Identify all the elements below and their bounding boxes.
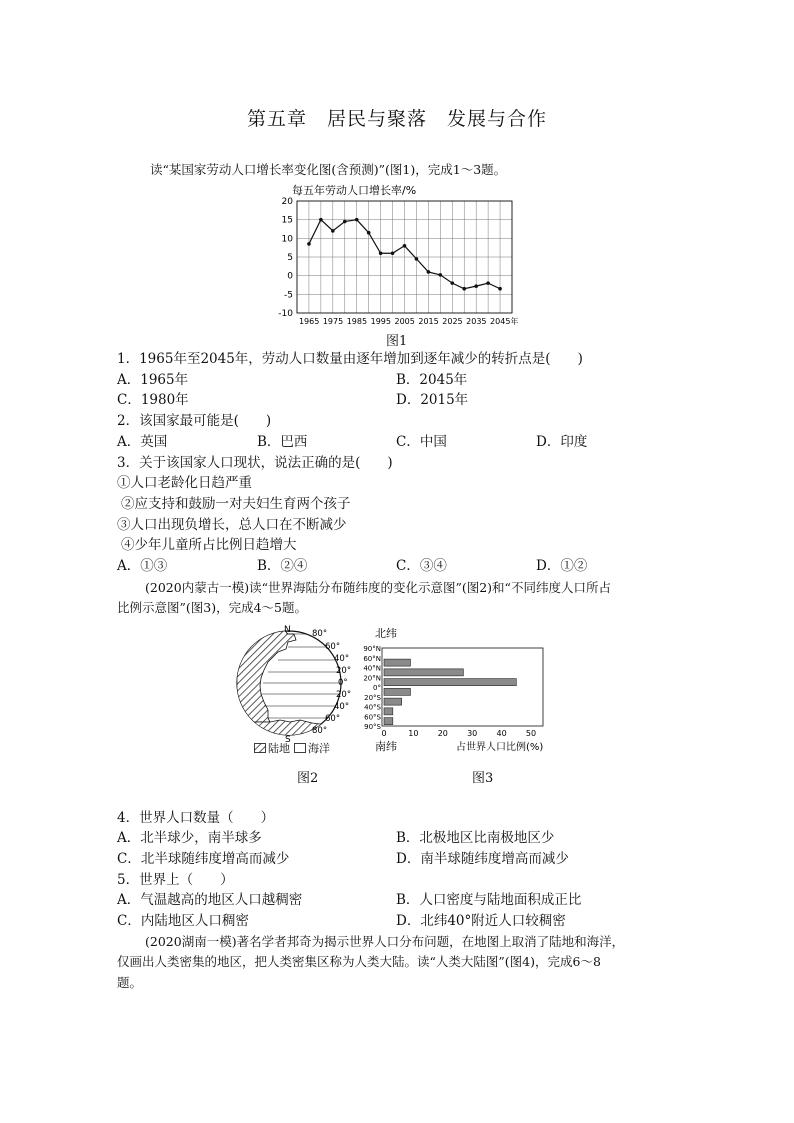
- q4-stem: 4．世界人口数量（ ）: [117, 810, 275, 826]
- fig3-bar: [384, 688, 410, 695]
- section3-line1: (2020湖南一模)著名学者邦奇为揭示世界人口分布问题，在地图上取消了陆地和海洋，: [145, 934, 625, 949]
- q4-option-a: A．北半球少，南半球多: [117, 830, 262, 846]
- fig1-y-tick-label: 10: [281, 234, 293, 245]
- land-legend-label: 陆地: [268, 742, 290, 755]
- svg-text:80°: 80°: [312, 726, 328, 736]
- fig1-data-point: [462, 287, 466, 291]
- fig2-legend: [254, 740, 330, 756]
- fig1-y-ticks: [278, 197, 293, 319]
- svg-text:80°: 80°: [312, 629, 328, 639]
- fig3-x-tick-label: 20: [437, 729, 448, 738]
- fig1-x-ticks: [299, 316, 518, 326]
- svg-text:60°: 60°: [325, 642, 341, 652]
- q4-option-d: D．南半球随纬度增高而减少: [396, 851, 569, 867]
- fig3-bars: [384, 659, 516, 725]
- q5-option-d: D．北纬40°附近人口较稠密: [396, 913, 566, 929]
- svg-text:40°: 40°: [334, 654, 350, 664]
- fig3-bottom-label: 南纬: [375, 740, 397, 753]
- fig1-x-tick-label: 2015: [418, 317, 439, 326]
- fig3-top-label: 北纬: [375, 627, 397, 640]
- fig3-x-tick-label: 40: [496, 729, 507, 738]
- q5-option-b: B．人口密度与陆地面积成正比: [396, 892, 582, 908]
- fig1-data-point: [319, 218, 323, 222]
- q2-option-a: A．英国: [117, 434, 168, 450]
- fig3-bar: [384, 708, 393, 715]
- fig1-y-tick-label: 20: [281, 197, 293, 207]
- fig1-x-tick-label: 1975: [322, 317, 344, 326]
- fig1-data-point: [331, 229, 335, 233]
- fig1-caption: 图1: [386, 334, 408, 349]
- fig1-data-point: [343, 220, 347, 224]
- fig3-x-tick-label: 50: [525, 729, 537, 738]
- q2-option-d: D．印度: [536, 434, 588, 450]
- fig1-data-point: [486, 281, 490, 285]
- fig1-data-point: [427, 270, 431, 274]
- fig1-y-tick-label: -10: [278, 309, 293, 319]
- q3-item-4: ④少年儿童所占比例日趋增大: [121, 537, 297, 553]
- north-pole-label: N: [284, 625, 291, 635]
- fig3-category-label: 40°N: [363, 664, 381, 673]
- section3-line3: 题。: [117, 975, 143, 990]
- fig2-land-sea-diagram: [228, 622, 360, 754]
- fig1-line-chart: [262, 183, 532, 328]
- fig1-y-tick-label: 0: [287, 271, 293, 282]
- land-legend-swatch: [254, 743, 266, 753]
- q1-stem: 1．1965年至2045年，劳动人口数量由逐年增加到逐年减少的转折点是( ): [117, 351, 583, 367]
- page-title: 第五章 居民与聚落 发展与合作: [246, 108, 547, 130]
- fig3-category-label: 20°N: [363, 674, 381, 683]
- svg-text:40°: 40°: [334, 702, 350, 712]
- section2-intro-line2: 比例示意图”(图3)，完成4～5题。: [117, 600, 308, 615]
- fig1-data-point: [367, 231, 371, 235]
- fig3-bar: [384, 669, 463, 676]
- fig2-caption: 图2: [297, 771, 319, 786]
- fig3-category-label: 60°S: [364, 713, 381, 722]
- fig1-x-tick-label: 1985: [346, 317, 368, 326]
- fig1-data-point: [415, 257, 419, 261]
- fig1-data-point: [498, 287, 502, 291]
- svg-text:60°: 60°: [325, 714, 341, 724]
- fig3-x-ticks: [381, 729, 536, 738]
- fig1-grid: [297, 201, 512, 313]
- fig3-x-tick-label: 10: [408, 729, 419, 738]
- fig3-x-tick-label: 0: [381, 729, 387, 738]
- q3-stem: 3．关于该国家人口现状，说法正确的是( ): [117, 455, 393, 471]
- fig1-y-tick-label: 5: [287, 253, 293, 263]
- fig1-chart-title: 每五年劳动人口增长率/%: [292, 184, 417, 197]
- fig3-category-labels: [363, 645, 381, 731]
- fig1-data-point: [307, 242, 311, 246]
- q5-option-c: C．内陆地区人口稠密: [117, 913, 249, 929]
- fig3-bar: [384, 659, 410, 666]
- fig1-x-tick-label: 2025: [442, 317, 463, 326]
- fig3-x-tick-label: 30: [467, 729, 478, 738]
- fig3-category-label: 20°S: [364, 693, 381, 702]
- fig3-bar: [384, 698, 402, 705]
- fig3-category-label: 90°N: [363, 645, 381, 653]
- q1-option-d: D．2015年: [396, 392, 469, 408]
- fig1-data-point: [450, 281, 454, 285]
- fig3-bar-chart: [363, 626, 560, 756]
- fig1-data-point: [379, 251, 383, 255]
- fig1-x-tick-label: 2035: [466, 317, 487, 326]
- q5-stem: 5．世界上（ ）: [117, 872, 234, 888]
- q2-option-b: B．巴西: [257, 434, 308, 450]
- q3-option-b: B．②④: [257, 558, 308, 574]
- fig1-y-tick-label: 15: [281, 215, 293, 226]
- q3-option-a: A．①③: [117, 558, 168, 574]
- q3-item-2: ②应支持和鼓励一对夫妇生育两个孩子: [121, 496, 351, 512]
- fig1-x-tick-label: 1995: [370, 317, 391, 326]
- fig1-data-point: [391, 251, 395, 255]
- fig1-y-tick-label: -5: [284, 290, 293, 301]
- q2-stem: 2．该国家最可能是( ): [117, 413, 272, 429]
- fig1-x-tick-label: 2005: [394, 317, 415, 326]
- svg-text:20°: 20°: [336, 666, 352, 676]
- q4-option-c: C．北半球随纬度增高而减少: [117, 851, 290, 867]
- q1-option-c: C．1980年: [117, 392, 189, 408]
- fig3-bar: [384, 679, 516, 686]
- q3-item-3: ③人口出现负增长，总人口在不断减少: [117, 517, 347, 533]
- q4-option-b: B．北极地区比南极地区少: [396, 830, 555, 846]
- sea-legend-label: 海洋: [308, 742, 330, 755]
- fig3-bar: [384, 718, 393, 725]
- q1-option-a: A．1965年: [117, 372, 189, 388]
- section2-intro-line1: (2020内蒙古一模)读“世界海陆分布随纬度的变化示意图”(图2)和“不同纬度人口所占: [145, 580, 611, 595]
- q3-option-c: C．③④: [396, 558, 447, 574]
- fig3-category-label: 90°S: [364, 723, 381, 731]
- south-pole-label: S: [285, 735, 291, 745]
- fig1-x-tick-label: 2045年: [490, 317, 519, 326]
- fig3-category-label: 40°S: [364, 703, 381, 712]
- q1-option-b: B．2045年: [396, 372, 468, 388]
- fig1-data-point: [439, 273, 443, 277]
- q2-option-c: C．中国: [396, 434, 447, 450]
- q3-item-1: ①人口老龄化日趋严重: [117, 475, 252, 491]
- q5-option-a: A．气温越高的地区人口越稠密: [117, 892, 303, 908]
- q3-option-d: D．①②: [536, 558, 588, 574]
- section3-line2: 仅画出人类密集的地区，把人类密集区称为人类大陆。读“人类大陆图”(图4)，完成6～8: [117, 954, 601, 969]
- fig3-category-label: 0°: [373, 684, 381, 692]
- sea-legend-swatch: [294, 743, 306, 753]
- fig3-category-label: 60°N: [363, 654, 381, 663]
- svg-text:20°: 20°: [336, 690, 352, 700]
- fig3-caption: 图3: [472, 771, 494, 786]
- fig3-x-axis-label: 占世界人口比例(%): [456, 742, 544, 753]
- section1-intro: 读“某国家劳动人口增长率变化图(含预测)”(图1)，完成1～3题。: [150, 162, 507, 177]
- fig1-x-tick-label: 1965: [298, 317, 320, 326]
- fig1-data-point: [474, 284, 478, 288]
- fig1-data-point: [403, 244, 407, 248]
- fig1-data-point: [355, 218, 359, 222]
- svg-text:0°: 0°: [338, 678, 348, 688]
